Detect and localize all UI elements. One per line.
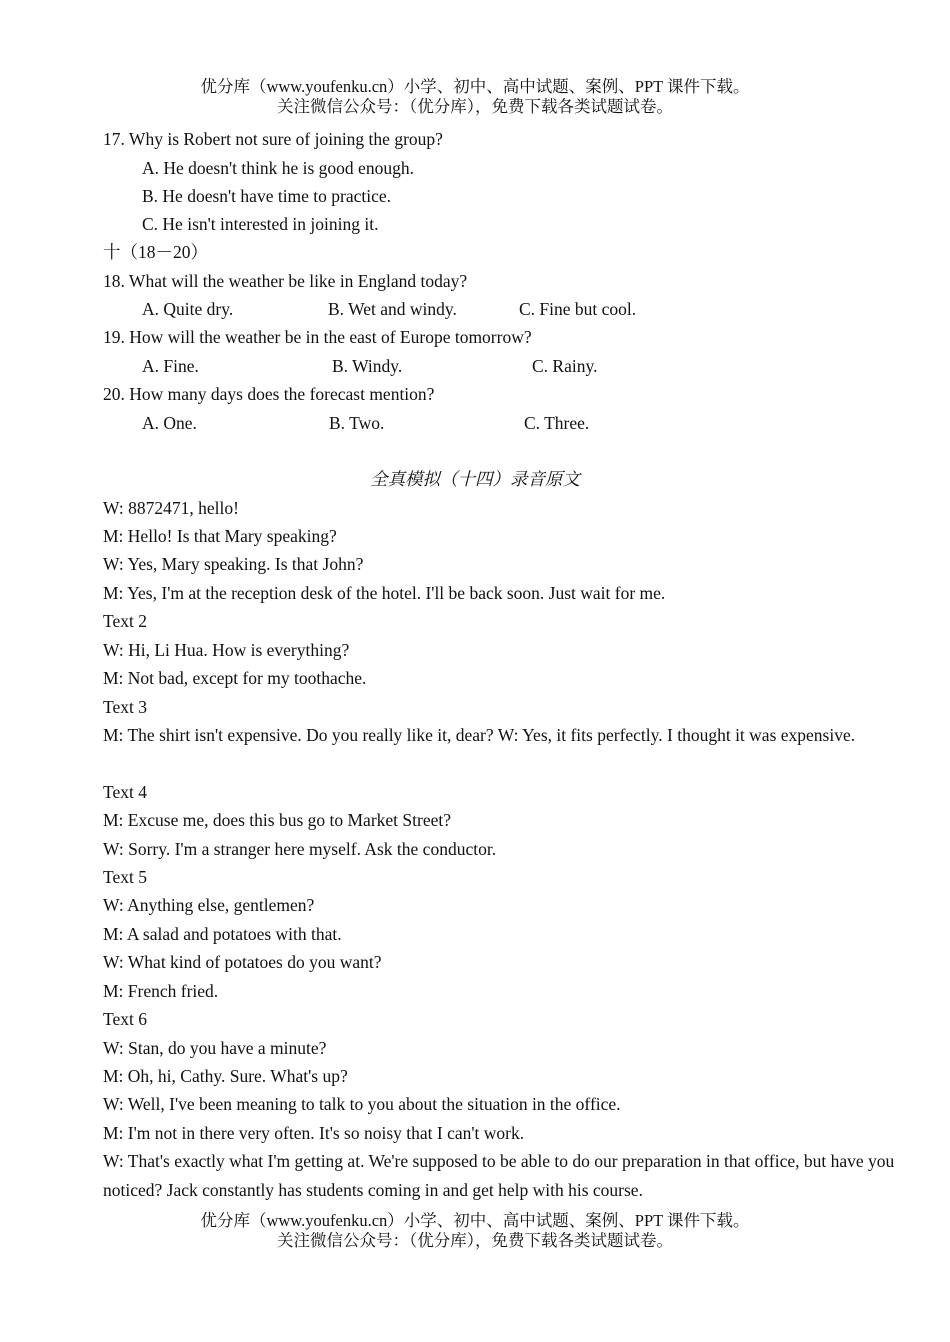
q17-option-a: A. He doesn't think he is good enough. <box>142 158 414 178</box>
transcript-line: M: The shirt isn't expensive. Do you really like it, dear? W: Yes, it fits perfectly. I thought it was expensive. <box>103 725 856 745</box>
transcript-line: M: French fried. <box>103 981 219 1001</box>
text-3-label: Text 3 <box>103 697 147 717</box>
text-4-label: Text 4 <box>103 782 147 802</box>
transcript-line: M: Yes, I'm at the reception desk of the hotel. I'll be back soon. Just wait for me. <box>103 583 666 603</box>
transcript-title: 全真模拟（十四）录音原文 <box>370 469 580 489</box>
transcript-line: W: That's exactly what I'm getting at. We're supposed to be able to do our preparation in that office, but have you noticed? Jack constantly has students coming in and get help with his course. <box>103 1151 895 1200</box>
transcript-line: W: Yes, Mary speaking. Is that John? <box>103 554 364 574</box>
q18-option-a: A. Quite dry. <box>142 299 234 319</box>
question-19: 19. How will the weather be in the east of Europe tomorrow? <box>103 327 532 347</box>
transcript-line: W: Sorry. I'm a stranger here myself. Ask the conductor. <box>103 839 497 859</box>
transcript-line: M: I'm not in there very often. It's so noisy that I can't work. <box>103 1123 525 1143</box>
footer-line-1: 优分库（www.youfenku.cn）小学、初中、高中试题、案例、PPT 课件下载。 <box>200 1211 750 1230</box>
header-line-2: 关注微信公众号：（优分库），免费下载各类试题试卷。 <box>277 97 673 116</box>
q20-option-c: C. Three. <box>524 413 590 433</box>
q18-option-b: B. Wet and windy. <box>328 299 457 319</box>
transcript-line: W: Hi, Li Hua. How is everything? <box>103 640 350 660</box>
page-footer <box>0 1211 950 1251</box>
text-5-label: Text 5 <box>103 867 147 887</box>
q20-option-b: B. Two. <box>329 413 385 433</box>
q19-option-c: C. Rainy. <box>532 356 598 376</box>
section-10-heading: 十（18－20） <box>103 242 208 262</box>
footer-line-2: 关注微信公众号：（优分库），免费下载各类试题试卷。 <box>277 1231 673 1250</box>
page-header <box>0 77 950 117</box>
transcript-line: W: Well, I've been meaning to talk to you about the situation in the office. <box>103 1094 621 1114</box>
q17-option-c: C. He isn't interested in joining it. <box>142 214 379 234</box>
transcript-line: M: Oh, hi, Cathy. Sure. What's up? <box>103 1066 348 1086</box>
transcript-line: W: Anything else, gentlemen? <box>103 895 315 915</box>
q17-option-b: B. He doesn't have time to practice. <box>142 186 392 206</box>
question-20: 20. How many days does the forecast mention? <box>103 384 435 404</box>
transcript-line: W: 8872471, hello! <box>103 498 239 518</box>
transcript-line: W: What kind of potatoes do you want? <box>103 952 382 972</box>
q20-option-a: A. One. <box>142 413 197 433</box>
question-17: 17. Why is Robert not sure of joining the group? <box>103 129 443 149</box>
text-6-label: Text 6 <box>103 1009 147 1029</box>
question-18: 18. What will the weather be like in England today? <box>103 271 468 291</box>
q19-option-b: B. Windy. <box>332 356 403 376</box>
q18-option-c: C. Fine but cool. <box>519 299 637 319</box>
text-2-label: Text 2 <box>103 611 147 631</box>
header-line-1: 优分库（www.youfenku.cn）小学、初中、高中试题、案例、PPT 课件下载。 <box>200 77 750 96</box>
transcript-line: M: Excuse me, does this bus go to Market Street? <box>103 810 451 830</box>
transcript-line: M: A salad and potatoes with that. <box>103 924 342 944</box>
transcript-line: M: Not bad, except for my toothache. <box>103 668 367 688</box>
transcript-line: M: Hello! Is that Mary speaking? <box>103 526 337 546</box>
q19-option-a: A. Fine. <box>142 356 199 376</box>
transcript-line: W: Stan, do you have a minute? <box>103 1038 327 1058</box>
